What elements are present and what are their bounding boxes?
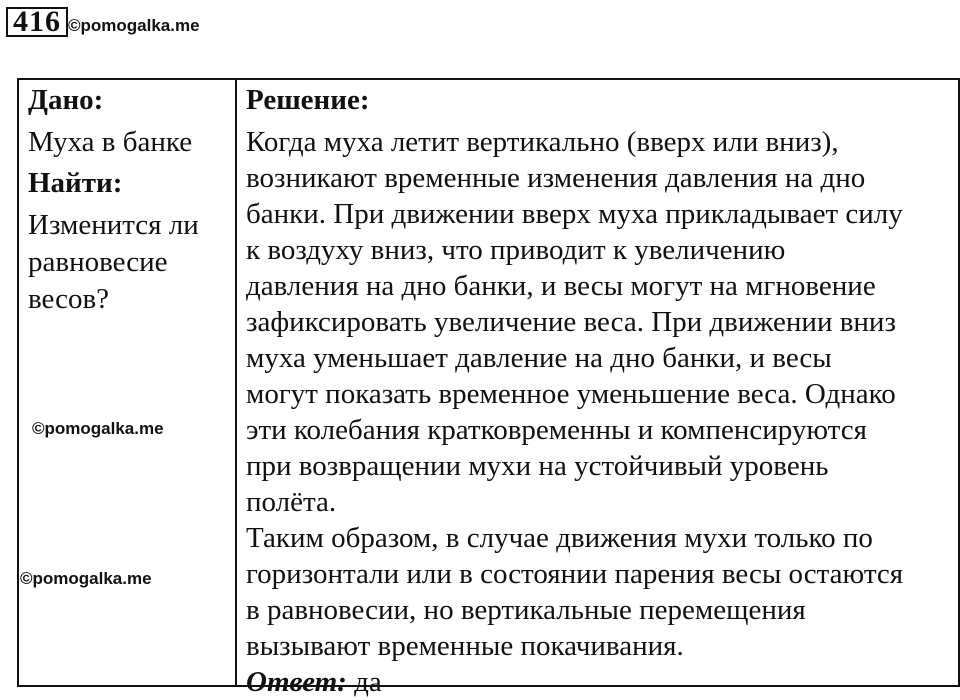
solution-line: возникают временные изменения давления на дно	[246, 162, 866, 194]
solution-line: вызывают временные покачивания.	[246, 630, 684, 662]
watermark-lower: ©pomogalka.me	[20, 569, 152, 588]
solution-line: банки. При движении вверх муха прикладывает силу	[246, 198, 903, 230]
answer-line	[246, 664, 958, 700]
solution-line: зафиксировать увеличение веса. При движении вниз	[246, 306, 896, 338]
solution-line: эти колебания кратковременны и компенсируются	[246, 414, 867, 446]
solution-line: в равновесии, но вертикальные перемещения	[246, 594, 806, 626]
given-column	[28, 82, 228, 318]
watermark-middle: ©pomogalka.me	[32, 419, 164, 438]
solution-line: к воздуху вниз, что приводит к увеличению	[246, 234, 786, 266]
answer-label: Ответ:	[246, 666, 347, 698]
column-divider	[235, 80, 237, 685]
solution-line: полёта.	[246, 486, 337, 518]
find-heading: Найти:	[28, 167, 123, 199]
solution-line: Когда муха летит вертикально (вверх или вниз),	[246, 126, 839, 158]
solution-line: муха уменьшает давление на дно банки, и весы	[246, 342, 832, 374]
solution-text	[246, 124, 958, 700]
find-question	[28, 207, 228, 318]
find-line: равновесие	[28, 246, 168, 278]
answer-value: да	[354, 666, 382, 698]
watermark-top: ©pomogalka.me	[68, 16, 200, 35]
solution-line: при возвращении мухи на устойчивый уровень	[246, 450, 829, 482]
solution-table	[17, 78, 960, 698]
solution-heading: Решение:	[246, 84, 370, 116]
given-value: Муха в банке	[28, 126, 193, 158]
solution-line: могут показать временное уменьшение веса. Однако	[246, 378, 896, 410]
solution-line: Таким образом, в случае движения мухи только по	[246, 522, 873, 554]
solution-line: давления на дно банки, и весы могут на мгновение	[246, 270, 876, 302]
find-line: весов?	[28, 283, 110, 315]
solution-line: горизонтали или в состоянии парения весы остаются	[246, 558, 904, 590]
task-number: 416	[6, 7, 68, 37]
given-heading: Дано:	[28, 84, 104, 116]
find-line: Изменится ли	[28, 209, 199, 241]
solution-column	[246, 82, 958, 700]
